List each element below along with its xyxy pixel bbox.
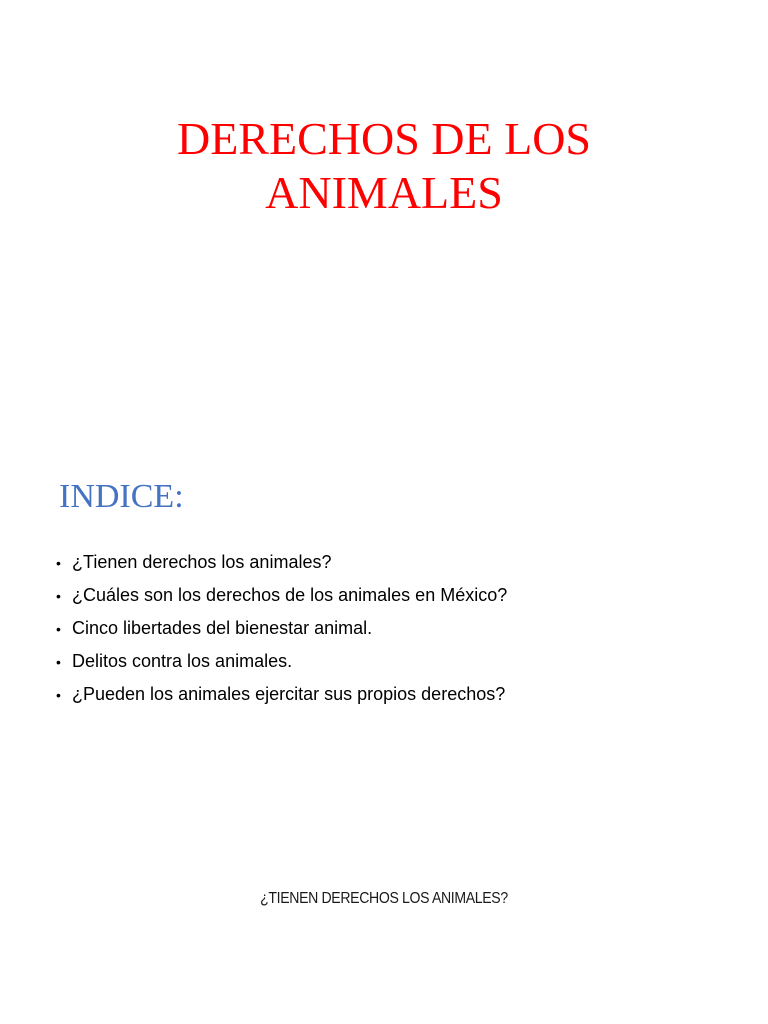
index-item [56, 546, 507, 579]
index-item-text: Delitos contra los animales. [72, 651, 293, 671]
bullet-icon: • [56, 687, 61, 703]
index-item-text: ¿Pueden los animales ejercitar sus propios derechos? [72, 684, 506, 704]
index-item-text: ¿Cuáles son los derechos de los animales en México? [72, 585, 508, 605]
index-item [56, 612, 507, 645]
index-list [56, 546, 507, 711]
index-heading: INDICE: [59, 478, 184, 515]
title-line-2: ANIMALES [265, 167, 503, 218]
index-item-text: Cinco libertades del bienestar animal. [72, 618, 373, 638]
index-item [56, 579, 507, 612]
document-title [0, 112, 768, 220]
section-heading: ¿TIENEN DERECHOS LOS ANIMALES? [260, 890, 508, 907]
index-item [56, 678, 507, 711]
index-item-text: ¿Tienen derechos los animales? [72, 552, 332, 572]
bullet-icon: • [56, 654, 61, 670]
bullet-icon: • [56, 588, 61, 604]
title-line-1: DERECHOS DE LOS [176, 113, 592, 164]
bullet-icon: • [56, 555, 61, 571]
bullet-icon: • [56, 621, 61, 637]
index-item [56, 645, 507, 678]
